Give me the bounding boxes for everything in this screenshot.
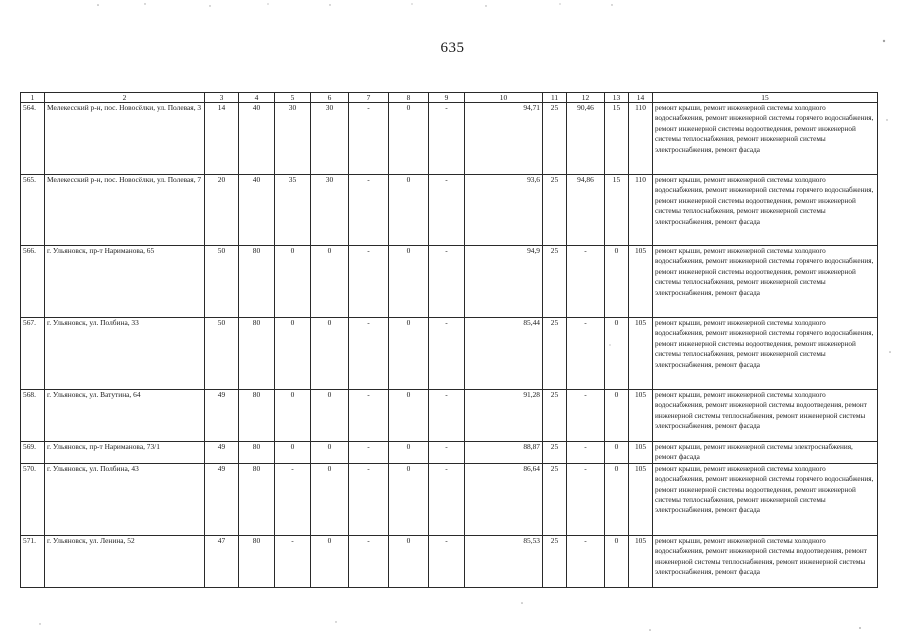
value-cell: 105: [629, 442, 653, 464]
table-row: [21, 463, 878, 535]
value-cell: 15: [605, 103, 629, 175]
value-cell: -: [567, 246, 605, 318]
value-cell: 50: [205, 246, 239, 318]
column-header: 15: [653, 93, 878, 103]
value-cell: 0: [311, 390, 349, 442]
column-header: 8: [389, 93, 429, 103]
value-cell: 0: [605, 390, 629, 442]
value-cell: 25: [543, 246, 567, 318]
column-header: 2: [45, 93, 205, 103]
row-number: 564.: [21, 103, 45, 175]
value-cell: 93,6: [465, 175, 543, 246]
row-number: 567.: [21, 318, 45, 390]
row-number: 568.: [21, 390, 45, 442]
value-cell: 30: [311, 175, 349, 246]
value-cell: 0: [389, 463, 429, 535]
value-cell: 0: [605, 535, 629, 587]
value-cell: -: [275, 535, 311, 587]
value-cell: 25: [543, 103, 567, 175]
value-cell: 85,44: [465, 318, 543, 390]
value-cell: 105: [629, 246, 653, 318]
value-cell: 30: [311, 103, 349, 175]
column-header: 10: [465, 93, 543, 103]
value-cell: 0: [389, 535, 429, 587]
value-cell: 0: [389, 175, 429, 246]
works-list-cell: ремонт крыши, ремонт инженерной системы электроснабжения, ремонт фасада: [653, 442, 878, 464]
value-cell: 49: [205, 463, 239, 535]
value-cell: 88,87: [465, 442, 543, 464]
column-header: 5: [275, 93, 311, 103]
value-cell: 0: [389, 442, 429, 464]
address-cell: г. Ульяновск, пр-т Нариманова, 65: [45, 246, 205, 318]
value-cell: 85,53: [465, 535, 543, 587]
row-number: 569.: [21, 442, 45, 464]
table-row: [21, 442, 878, 464]
value-cell: 35: [275, 175, 311, 246]
column-header: 14: [629, 93, 653, 103]
address-cell: г. Ульяновск, ул. Полбина, 33: [45, 318, 205, 390]
value-cell: -: [429, 442, 465, 464]
value-cell: 0: [605, 318, 629, 390]
row-number: 570.: [21, 463, 45, 535]
value-cell: 25: [543, 442, 567, 464]
column-header: 13: [605, 93, 629, 103]
value-cell: 0: [275, 246, 311, 318]
address-cell: г. Ульяновск, ул. Полбина, 43: [45, 463, 205, 535]
value-cell: 80: [239, 442, 275, 464]
column-header: 3: [205, 93, 239, 103]
value-cell: 25: [543, 318, 567, 390]
works-list-cell: ремонт крыши, ремонт инженерной системы холодного водоснабжения, ремонт инженерной системы водоотведения, ремонт инженерной системы теплоснабжения, ремонт инженерной системы электроснабжения, ремонт фасада: [653, 535, 878, 587]
column-header: 9: [429, 93, 465, 103]
value-cell: -: [567, 463, 605, 535]
value-cell: 49: [205, 390, 239, 442]
works-list-cell: ремонт крыши, ремонт инженерной системы холодного водоснабжения, ремонт инженерной системы горячего водоснабжения, ремонт инженерной системы водоотведения, ремонт инженерной системы теплоснабжения, ремонт инженерной системы электроснабжения, ремонт фасада: [653, 318, 878, 390]
value-cell: 86,64: [465, 463, 543, 535]
value-cell: 110: [629, 103, 653, 175]
value-cell: -: [349, 103, 389, 175]
address-cell: Мелекесский р-н, пос. Новосёлки, ул. Полевая, 3: [45, 103, 205, 175]
value-cell: -: [349, 390, 389, 442]
column-number-row: [21, 93, 878, 103]
column-header: 12: [567, 93, 605, 103]
value-cell: 0: [605, 463, 629, 535]
value-cell: 94,86: [567, 175, 605, 246]
value-cell: 0: [311, 463, 349, 535]
value-cell: 20: [205, 175, 239, 246]
value-cell: -: [349, 442, 389, 464]
row-number: 566.: [21, 246, 45, 318]
table-row: [21, 175, 878, 246]
address-cell: г. Ульяновск, ул. Ленина, 52: [45, 535, 205, 587]
value-cell: -: [429, 246, 465, 318]
row-number: 571.: [21, 535, 45, 587]
value-cell: -: [429, 103, 465, 175]
works-list-cell: ремонт крыши, ремонт инженерной системы холодного водоснабжения, ремонт инженерной системы горячего водоснабжения, ремонт инженерной системы водоотведения, ремонт инженерной системы теплоснабжения, ремонт инженерной системы электроснабжения, ремонт фасада: [653, 463, 878, 535]
works-list-cell: ремонт крыши, ремонт инженерной системы холодного водоснабжения, ремонт инженерной системы горячего водоснабжения, ремонт инженерной системы водоотведения, ремонт инженерной системы теплоснабжения, ремонт инженерной системы электроснабжения, ремонт фасада: [653, 175, 878, 246]
value-cell: -: [567, 318, 605, 390]
value-cell: -: [429, 318, 465, 390]
value-cell: 105: [629, 463, 653, 535]
page-number: 635: [440, 40, 465, 56]
value-cell: 0: [389, 390, 429, 442]
value-cell: 0: [389, 103, 429, 175]
value-cell: 80: [239, 463, 275, 535]
table-row: [21, 318, 878, 390]
repair-registry-table: [20, 92, 878, 588]
value-cell: -: [429, 390, 465, 442]
column-header: 6: [311, 93, 349, 103]
value-cell: 14: [205, 103, 239, 175]
value-cell: 25: [543, 390, 567, 442]
value-cell: 0: [311, 318, 349, 390]
value-cell: 0: [275, 318, 311, 390]
value-cell: 90,46: [567, 103, 605, 175]
table-row: [21, 535, 878, 587]
value-cell: 0: [605, 442, 629, 464]
value-cell: 40: [239, 103, 275, 175]
row-number: 565.: [21, 175, 45, 246]
address-cell: г. Ульяновск, пр-т Нариманова, 73/1: [45, 442, 205, 464]
value-cell: 80: [239, 246, 275, 318]
value-cell: 40: [239, 175, 275, 246]
column-header: 11: [543, 93, 567, 103]
value-cell: -: [429, 535, 465, 587]
value-cell: 0: [389, 246, 429, 318]
table-row: [21, 103, 878, 175]
column-header: 7: [349, 93, 389, 103]
value-cell: 105: [629, 390, 653, 442]
value-cell: 0: [311, 246, 349, 318]
address-cell: Мелекесский р-н, пос. Новосёлки, ул. Полевая, 7: [45, 175, 205, 246]
value-cell: 94,9: [465, 246, 543, 318]
value-cell: -: [429, 463, 465, 535]
value-cell: 0: [275, 442, 311, 464]
column-header: 1: [21, 93, 45, 103]
address-cell: г. Ульяновск, ул. Ватутина, 64: [45, 390, 205, 442]
value-cell: 47: [205, 535, 239, 587]
value-cell: 25: [543, 463, 567, 535]
value-cell: 0: [605, 246, 629, 318]
value-cell: 94,71: [465, 103, 543, 175]
works-list-cell: ремонт крыши, ремонт инженерной системы холодного водоснабжения, ремонт инженерной системы водоотведения, ремонт инженерной системы теплоснабжения, ремонт инженерной системы электроснабжения, ремонт фасада: [653, 390, 878, 442]
value-cell: -: [429, 175, 465, 246]
table-row: [21, 246, 878, 318]
table-row: [21, 390, 878, 442]
value-cell: 25: [543, 175, 567, 246]
value-cell: -: [567, 390, 605, 442]
value-cell: 0: [311, 442, 349, 464]
value-cell: 105: [629, 535, 653, 587]
value-cell: 0: [275, 390, 311, 442]
value-cell: -: [349, 318, 389, 390]
value-cell: -: [349, 246, 389, 318]
value-cell: -: [275, 463, 311, 535]
value-cell: -: [349, 463, 389, 535]
value-cell: 105: [629, 318, 653, 390]
works-list-cell: ремонт крыши, ремонт инженерной системы холодного водоснабжения, ремонт инженерной системы горячего водоснабжения, ремонт инженерной системы водоотведения, ремонт инженерной системы теплоснабжения, ремонт инженерной системы электроснабжения, ремонт фасада: [653, 103, 878, 175]
value-cell: -: [349, 175, 389, 246]
value-cell: 0: [389, 318, 429, 390]
value-cell: 15: [605, 175, 629, 246]
value-cell: -: [567, 535, 605, 587]
value-cell: 49: [205, 442, 239, 464]
value-cell: 50: [205, 318, 239, 390]
value-cell: -: [349, 535, 389, 587]
works-list-cell: ремонт крыши, ремонт инженерной системы холодного водоснабжения, ремонт инженерной системы горячего водоснабжения, ремонт инженерной системы водоотведения, ремонт инженерной системы теплоснабжения, ремонт инженерной системы электроснабжения, ремонт фасада: [653, 246, 878, 318]
value-cell: 110: [629, 175, 653, 246]
value-cell: 25: [543, 535, 567, 587]
value-cell: 0: [311, 535, 349, 587]
column-header: 4: [239, 93, 275, 103]
value-cell: 80: [239, 318, 275, 390]
value-cell: 91,28: [465, 390, 543, 442]
value-cell: 80: [239, 390, 275, 442]
value-cell: -: [567, 442, 605, 464]
value-cell: 30: [275, 103, 311, 175]
value-cell: 80: [239, 535, 275, 587]
